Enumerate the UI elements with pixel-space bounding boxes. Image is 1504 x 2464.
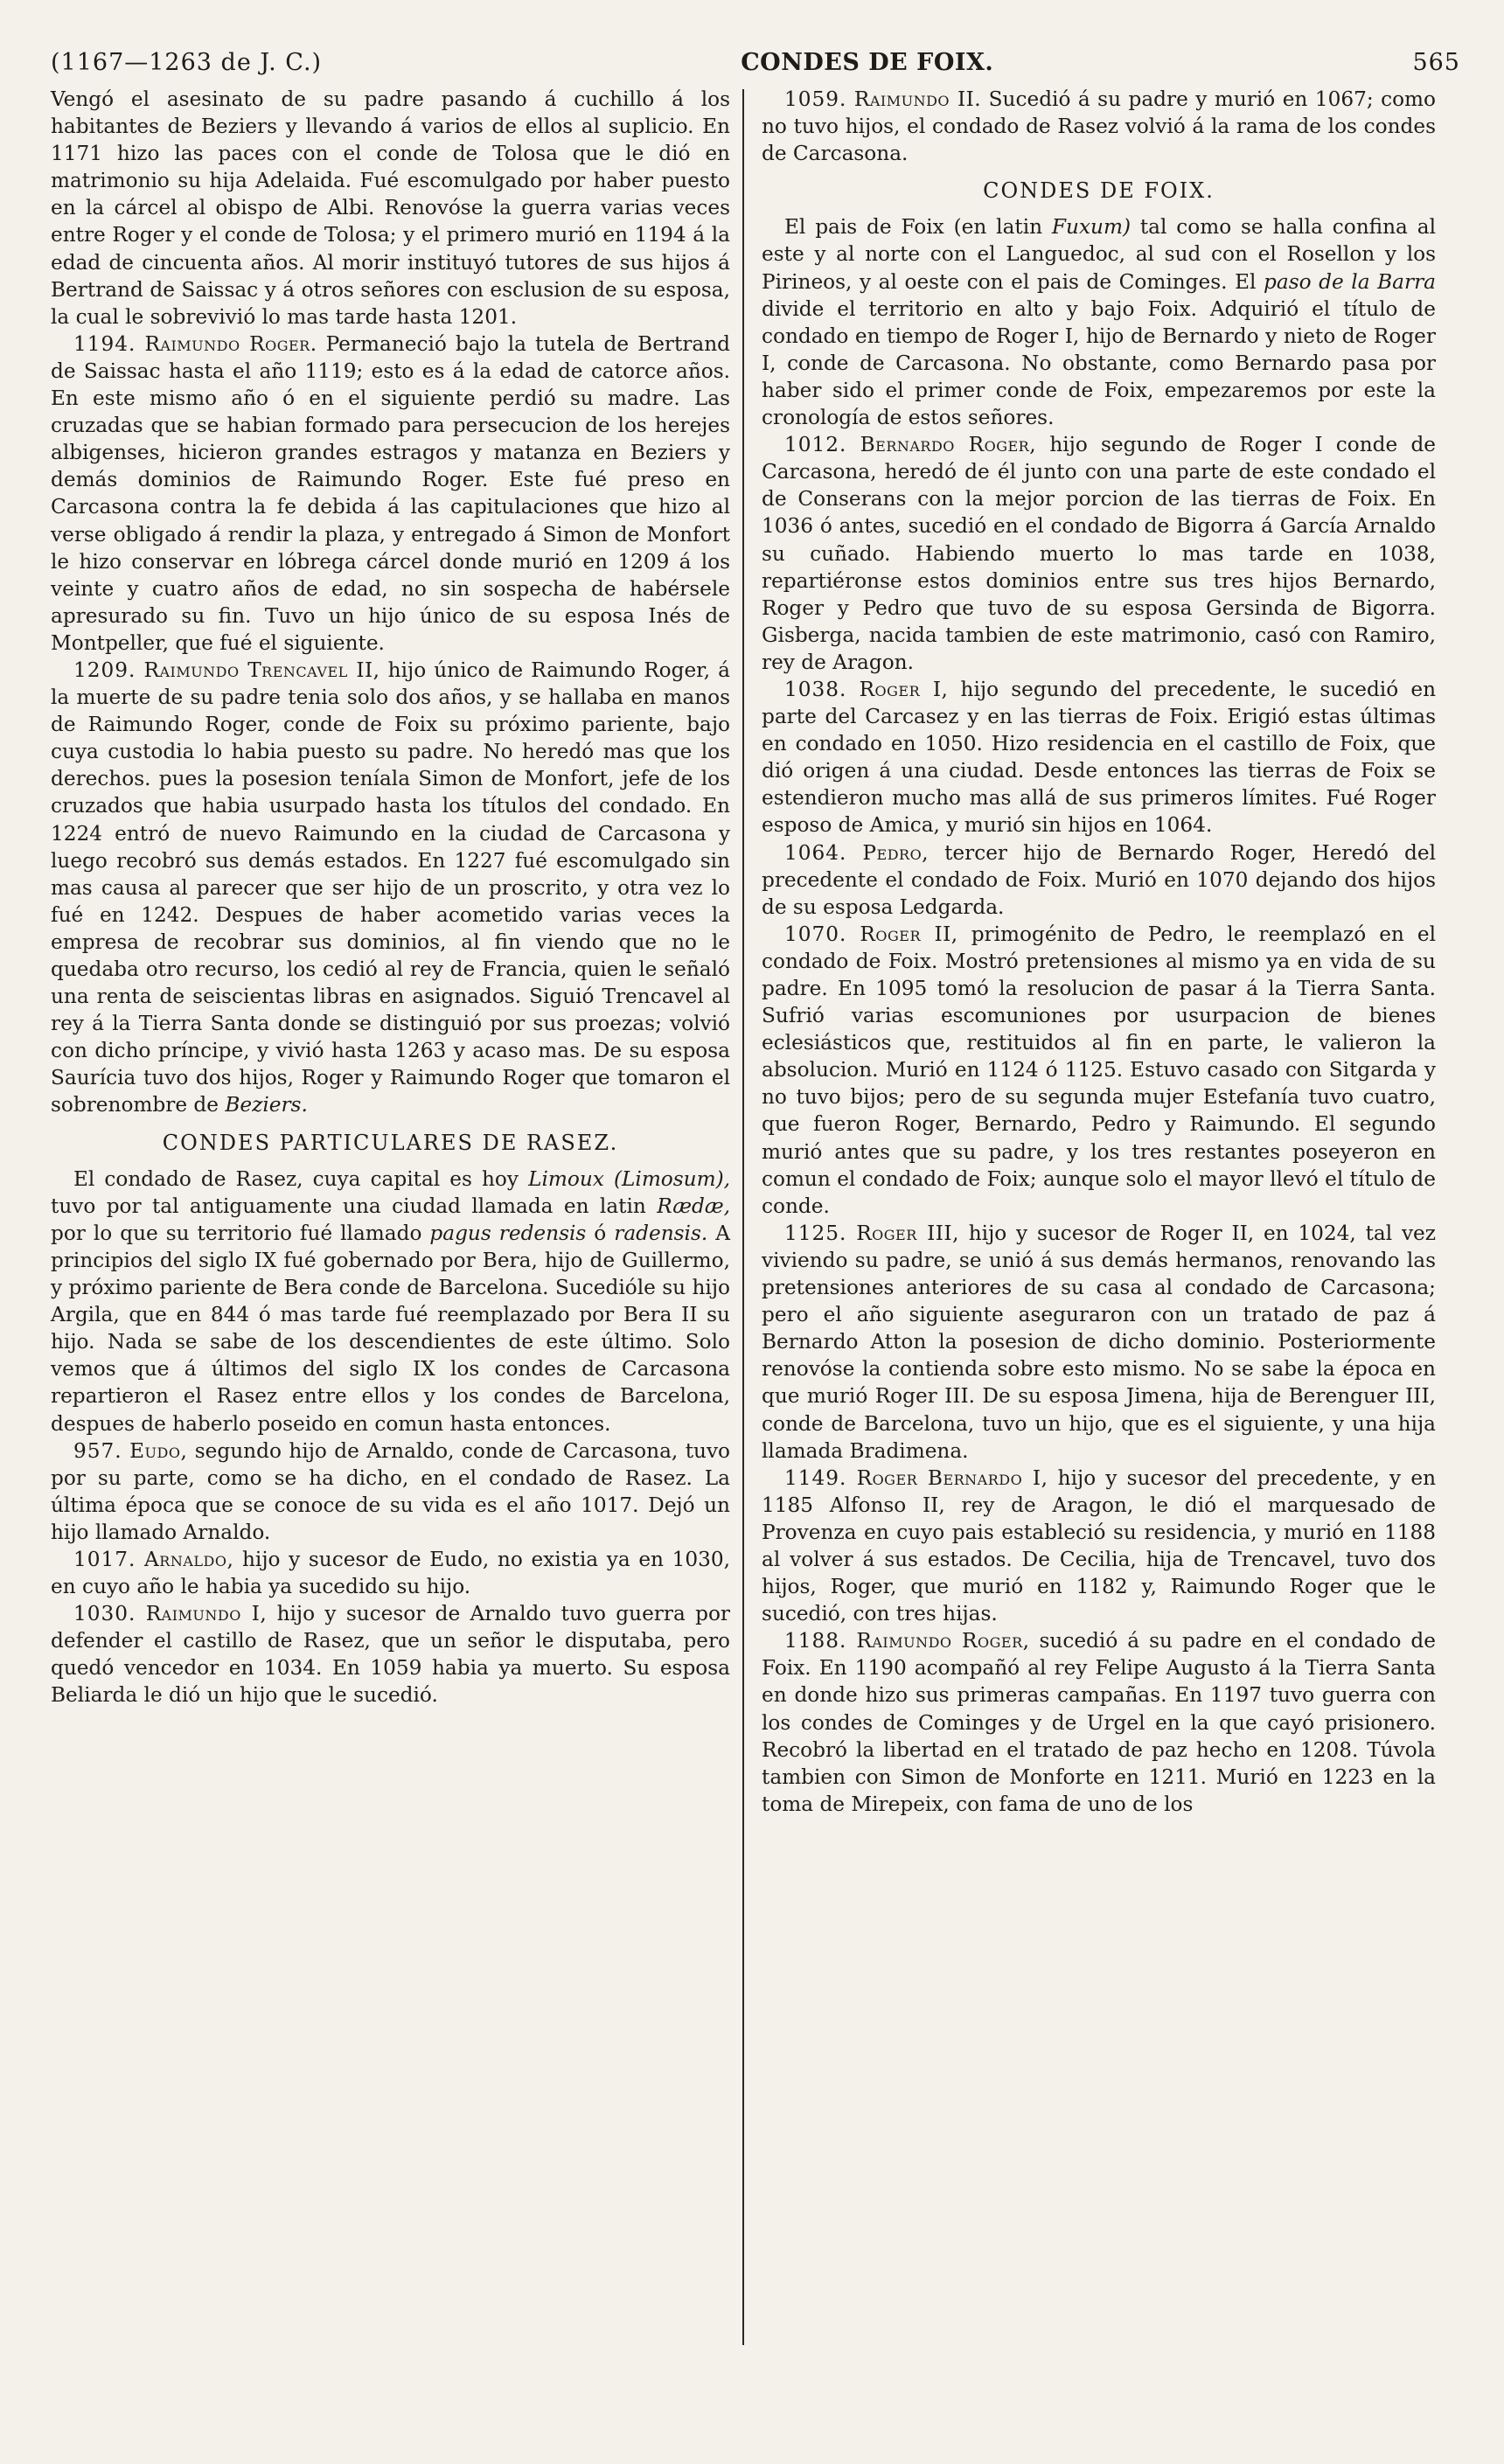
entry-name: Arnaldo, [144, 1547, 234, 1571]
entry-name: Roger II, [860, 922, 958, 946]
entry-1012: 1012. Bernardo Roger, hijo segundo de Roger I conde de Carcasona, heredó de él junto con una parte de este condado el de Conserans con la mejor porcion de las tierras de Foix. En 1036 ó antes, sucedió en el condado de Bigorra á García Arnaldo su cuñado. Habiendo muerto lo mas tarde en 1038, repartiéronse estos dominios entre sus tres hijos Bernardo, Roger y Pedro que tuvo de su esposa Gersinda de Bigorra. Gisberga, nacida tambien de este matrimonio, casó con Ramiro, rey de Aragon. [762, 433, 1437, 674]
paragraph-foix-intro: El pais de Foix (en latin Fuxum) tal como se halla confina al este y al norte con el Languedoc, al sud con el Rosellon y los Pirineos, y al oeste con el pais de Cominges. El paso de la Barra divide el territorio en alto y bajo Foix. Adquirió el título de condado en tiempo de Roger I, hijo de Bernardo y nieto de Roger I, conde de Carcasona. No obstante, como Bernardo pasa por haber sido el primer conde de Foix, empezaremos por este la cronología de estos señores. [762, 215, 1436, 430]
entry-year: 1194. [73, 331, 136, 356]
entry-1149: 1149. Roger Bernardo I, hijo y sucesor del precedente, y en 1185 Alfonso II, rey de Aragon, le dió el marquesado de Provenza en cuyo pais estableció su residencia, y murió en 1188 al volver á sus estados. De Cecilia, hija de Trencavel, tuvo dos hijos, Roger, que murió en 1182 y, Raimundo Roger que le sucedió, con tres hijas. [762, 1465, 1437, 1626]
entry-year: 1064. [784, 840, 847, 865]
entry-1209: 1209. Raimundo Trencavel II, hijo único de Raimundo Roger, á la muerte de su padre tenia solo dos años, y se hallaba en manos de Raimundo Roger, conde de Foix su próximo pariente, bajo cuya custodia lo habia puesto su padre. No heredó mas que los derechos. pues la posesion teníala Simon de Monfort, jefe de los cruzados que habia usurpado hasta los títulos del condado. En 1224 entró de nuevo Raimundo en la ciudad de Carcasona y luego recobró sus demás estados. En 1227 fué escomulgado sin mas causa al parecer que ser hijo de un proscrito, y otra vez lo fué en 1242. Despues de haber acometido varias veces la empresa de recobrar sus dominios, al fin viendo que no le quedaba otro recurso, los cedió al rey de Francia, quien le señaló una renta de seiscientas libras en asignados. Siguió Trencavel al rey á la Tierra Santa donde se distinguió por sus proezas; volvió con dicho príncipe, y vivió hasta 1263 y acaso mas. De su esposa Saurícia tuvo dos hijos, Roger y Raimundo Roger que tomaron el sobrenombre de Beziers. [51, 658, 730, 1117]
entry-year: 1070. [784, 922, 847, 946]
left-column [51, 86, 742, 2412]
entry-1064: 1064. Pedro, tercer hijo de Bernardo Roger, Heredó del precedente el condado de Foix. Murió en 1070 dejando dos hijos de su esposa Ledgarda. [762, 840, 1437, 919]
entry-name: Raimundo II. [853, 87, 982, 111]
entry-name: Roger III, [856, 1221, 959, 1245]
entry-name: Pedro, [862, 840, 930, 865]
entry-1038: 1038. Roger I, hijo segundo del precedente, le sucedió en parte del Carcasez y en las tierras de Foix. Erigió estas últimas en condado en 1050. Hizo residencia en el castillo de Foix, que dió origen á una ciudad. Desde entonces las tierras de Foix se estendieron mucho mas allá de sus primeros límites. Fué Roger esposo de Amica, y murió sin hijos en 1064. [762, 677, 1436, 838]
header-title: CONDES DE FOIX. [741, 49, 994, 76]
entry-year: 1030. [73, 1602, 136, 1626]
running-header [51, 45, 1460, 80]
entry-year: 1012. [784, 433, 847, 457]
entry-name: Roger Bernardo I, [856, 1465, 1048, 1490]
entry-1030: 1030. Raimundo I, hijo y sucesor de Arnaldo tuvo guerra por defender el castillo de Rasez, que un señor le disputaba, pero quedó vencedor en 1034. En 1059 habia ya muerto. Su esposa Beliarda le dió un hijo que le sucedió. [51, 1602, 730, 1708]
section-heading-rasez: CONDES PARTICULARES DE RASEZ. [162, 1130, 619, 1155]
entry-year: 1209. [73, 658, 136, 682]
entry-name: Roger I, [859, 677, 949, 701]
entry-name: Raimundo Roger. [144, 331, 317, 356]
entry-1194: 1194. Raimundo Roger. Permaneció bajo la tutela de Bertrand de Saissac hasta el año 1119; esto es á la edad de catorce años. En este mismo año ó en el siguiente perdió su madre. Las cruzadas que se habian formado para persecucion de los herejes albigenses, hicieron grandes estragos y matanza en Beziers y demás dominios de Raimundo Roger. Este fué preso en Carcasona contra la fe debida á las capitulaciones que hizo al verse obligado á rendir la plaza, y entregado á Simon de Monfort le hizo conservar en lóbrega cárcel donde murió en 1209 á los veinte y cuatro años de edad, no sin sospecha de habérsele apresurado su fin. Tuvo un hijo único de su esposa Inés de Montpeller, que fué el siguiente. [51, 331, 730, 655]
entry-year: 1125. [784, 1221, 847, 1245]
entry-year: 1059. [784, 87, 847, 111]
entry-year: 1149. [784, 1465, 847, 1490]
section-heading-foix: CONDES DE FOIX. [983, 178, 1215, 204]
header-date-range: (1167—1263 de J. C.) [51, 49, 323, 76]
entry-year: 1038. [784, 677, 847, 701]
paragraph-rasez-intro: El condado de Rasez, cuya capital es hoy Limoux (Limosum), tuvo por tal antiguamente una ciudad llamada en latin Rædæ, por lo que su territorio fué llamado pagus redensis ó radensis. A principios del siglo IX fué gobernado por Bera, hijo de Guillermo, y próximo pariente de Bera conde de Barcelona. Sucedióle su hijo Argila, que en 844 ó mas tarde fué reemplazado por Bera II su hijo. Nada se sabe de los descendientes de este último. Solo vemos que á últimos del siglo IX los condes de Carcasona repartieron el Rasez entre ellos y los condes de Barcelona, despues de haberlo poseido en comun hasta entonces. [51, 1166, 730, 1436]
entry-name: Eudo, [129, 1438, 188, 1463]
text-columns [51, 86, 1460, 2412]
entry-1125: 1125. Roger III, hijo y sucesor de Roger II, en 1024, tal vez viviendo su padre, se unió á sus demás hermanos, renovando las pretensiones anteriores de su casa al condado de Carcasona; pero el año siguiente aseguraron con un tratado de paz á Bernardo Atton la posesion de dicho dominio. Posteriormente renovóse la contienda sobre esto mismo. No se sabe la época en que murió Roger III. De su esposa Jimena, hija de Berenguer III, conde de Barcelona, tuvo un hijo, que es el siguiente, y una hija llamada Bradimena. [762, 1221, 1436, 1463]
entry-name: Raimundo I, [145, 1602, 268, 1626]
right-column [744, 86, 1436, 2412]
entry-1059: 1059. Raimundo II. Sucedió á su padre y murió en 1067; como no tuvo hijos, el condado de Rasez volvió á la rama de los condes de Carcasona. [762, 87, 1437, 166]
entry-year: 1188. [784, 1629, 847, 1653]
entry-1070: 1070. Roger II, primogénito de Pedro, le reemplazó en el condado de Foix. Mostró pretensiones al mismo ya en vida de su padre. En 1095 tomó la resolucion de pasar á la Tierra Santa. Sufrió varias escomuniones por usurpacion de bienes eclesiásticos que, restituidos al fin en parte, le valieron la absolucion. Murió en 1124 ó 1125. Estuvo casado con Sitgarda y no tuvo bijos; pero de su segunda mujer Estefanía tuvo cuatro, que fueron Roger, Bernardo, Pedro y Raimundo. El segundo murió antes que su padre, y los tres restantes poseyeron en comun el condado de Foix; aunque solo el mayor llevó el título de conde. [762, 922, 1437, 1218]
page-number: 565 [1412, 49, 1460, 76]
entry-1188: 1188. Raimundo Roger, sucedió á su padre en el condado de Foix. En 1190 acompañó al rey Felipe Augusto á la Tierra Santa en donde hizo sus primeras campañas. En 1197 tuvo guerra con los condes de Cominges y de Urgel en la que cayó prisionero. Recobró la libertad en el tratado de paz hecho en 1208. Túvola tambien con Simon de Monforte en 1211. Murió en 1223 en la toma de Mirepeix, con fama de uno de los [762, 1629, 1437, 1816]
entry-1017: 1017. Arnaldo, hijo y sucesor de Eudo, no existia ya en 1030, en cuyo año le habia ya sucedido su hijo. [51, 1547, 731, 1599]
paragraph: Vengó el asesinato de su padre pasando á cuchillo á los habitantes de Beziers y llevando á varios de ellos al suplicio. En 1171 hizo las paces con el conde de Tolosa que le dió en matrimonio su hija Adelaida. Fué escomulgado por haber puesto en la cárcel al obispo de Albi. Renovóse la guerra varias veces entre Roger y el conde de Tolosa; y el primero murió en 1194 á la edad de cincuenta años. Al morir instituyó tutores de sus hijos á Bertrand de Saissac y á otros señores con esclusion de su esposa, la cual le sobrevivió lo mas tarde hasta 1201. [51, 87, 730, 329]
entry-name: Raimundo Roger, [856, 1629, 1030, 1653]
entry-name: Bernardo Roger, [860, 433, 1037, 457]
entry-name: Raimundo Trencavel II, [143, 658, 380, 682]
entry-957: 957. Eudo, segundo hijo de Arnaldo, conde de Carcasona, tuvo por su parte, como se ha dicho, en el condado de Rasez. La última época que se conoce de su vida es el año 1017. Dejó un hijo llamado Arnaldo. [51, 1438, 731, 1544]
entry-year: 957. [73, 1438, 122, 1463]
entry-year: 1017. [73, 1547, 136, 1571]
